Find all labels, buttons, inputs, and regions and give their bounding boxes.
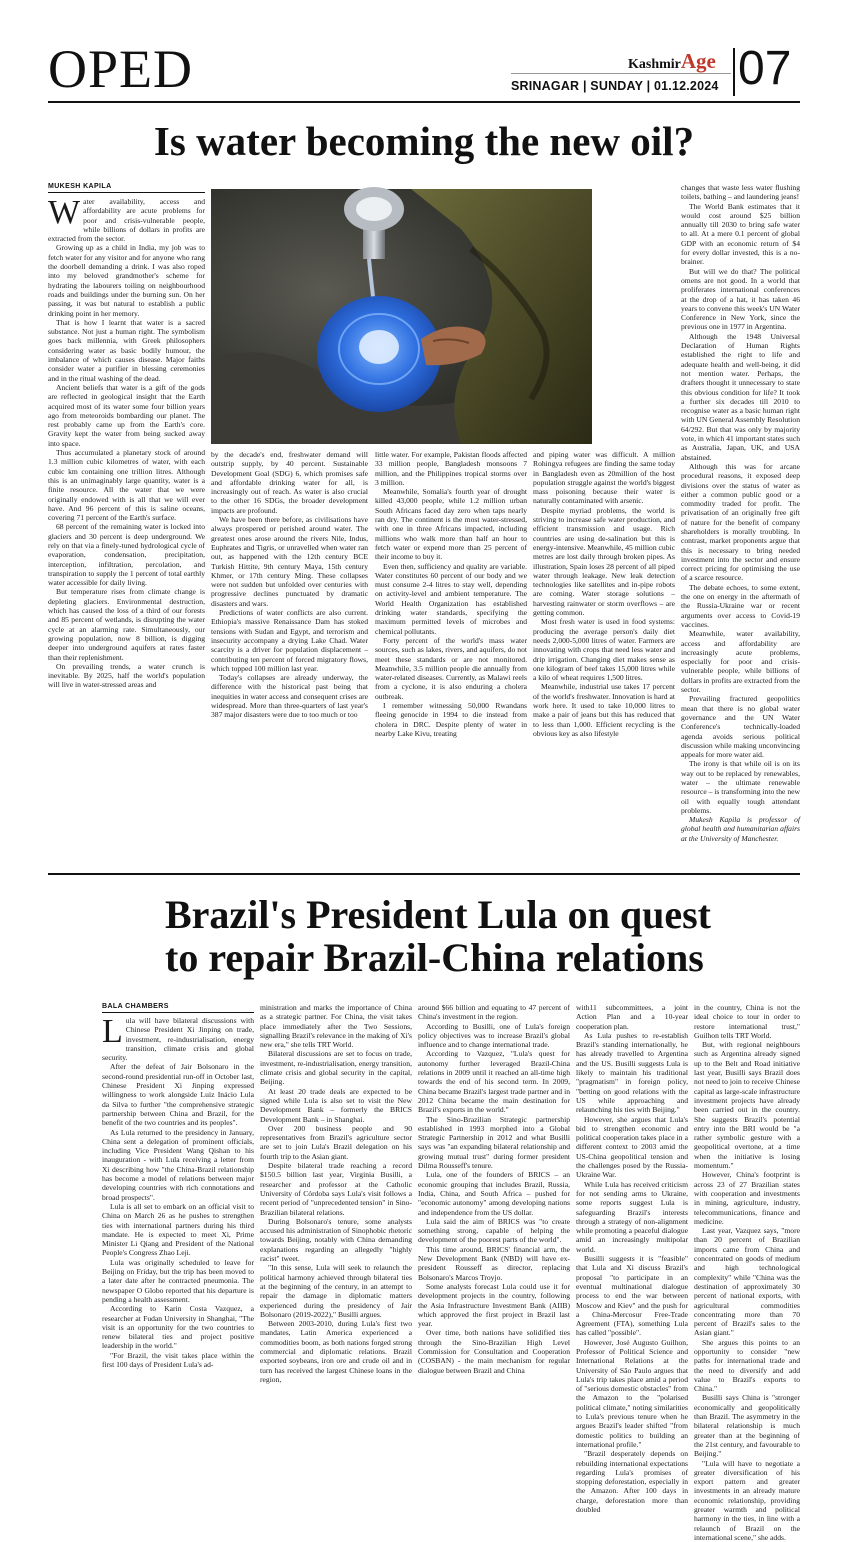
article2-col1: Lula will have bilateral discussions with Chinese President Xi Jinping on trade, investment, re-industrialisation, energy transition, climate crisis and global security. After the defeat of Jair Bolsonaro in the second-round presidential run-off in October last, Chinese President Xi Jinping expressed willingness to work alongside Luiz Inácio Lula da Silva to further "the comprehensive strategic partnership between China and Brazil, for the benefit of the two countries and its peoples". As Lula returned to the presidency in January, China sent a delegation of prominent officials, including Vice President Wang Qishan to his inauguration - with Lula receiving a letter from Xi describing how "the China-Brazil relationship has become a model of relations between major developing countries with rich connotations and broad prospects". Lula is all set to embark on an official visit to China on March 26 as he pushes to strengthen ties with international partners during his third mandate. He is expected to meet Xi, Prime Minister Li Qiang and President of the National People's Congress Zhao Leji. Lula was originally scheduled to leave for Beijing on Friday, but the trip has been moved to a later date after he contracted pneumonia. The newspaper O Globo reported that his departure is pending a health assessment. According to Karin Costa Vazquez, a researcher at Fudan University in Shanghai, "The visit is an opportunity for the two countries to renew bilateral ties and project positive leadership in the world." "For Brazil, the visit takes place within the first 100 days of President Lula's ad- — [102, 1013, 254, 1369]
photo-illustration — [211, 189, 592, 444]
masthead-rule — [48, 101, 800, 103]
page-number: 07 — [738, 42, 792, 95]
article-separator — [48, 873, 800, 875]
article2-byline: BALA CHAMBERS — [102, 1003, 169, 1010]
article1-col2: by the decade's end, freshwater demand will outstrip supply, by 40 percent. Sustainable Development Goal (SDG) 6, which promises safe and affordable drinking water for all, is increasingly out of reach. As water is also crucial to the other 16 SDGs, the broader development impacts are profound. We have been there before, as civilisations have always prospered or perished around water. The greatest ones arose around the rivers Nile, Indus, Euphrates and Tigris, or unravelled when water ran out, as happened with the 12th century BCE Turkish Hittite, 9th century Maya, 15th century Khmer, or 17th century Ming. These collapses were not sudden but unfolded over centuries with progressive declines punctuated by dramatic disasters and wars. Predictions of water conflicts are also current. Ethiopia's massive Renaissance Dam has stoked tensions with Sudan and Egypt, and terrorism and insecurity accompany a drying Lake Chad. Water scarcity is a driver for population displacement – contributing ten percent of forced migratory flows, which topped 100 million last year. Today's collapses are already underway, the difference with the historical past being that inequities in water access and consequent crises are widespread. More than three-quarters of last year's 387 major disasters were due to too much or too — [211, 450, 368, 720]
dateline: SRINAGAR | SUNDAY | 01.12.2024 — [511, 79, 719, 93]
drop-cap: L — [102, 1013, 123, 1050]
article1-col3: little water. For example, Pakistan floods affected 33 million people, Bangladesh monsoons 7 million, and the Philippines tropical storms over 3 million. Meanwhile, Somalia's fourth year of drought killed 43,000 people, while 1.2 million urban South Africans faced day zero when taps nearly ran dry. The continent is the most water-stressed, with one in three Africans impacted, including millions who walk more than half an hour to fetch water or expend more than 25 percent of their income to buy it. Even then, sufficiency and quality are variable. Water constitutes 60 percent of our body and we must consume 2-4 litres to stay well, depending on activity-level and ambient temperature. The World Health Organization has established drinking water standards, specifying the maximum permitted levels of microbes and chemical pollutants. Forty percent of the world's mass water sources, such as lakes, rivers, and aquifers, do not meet these standards or are not monitored. Meanwhile, 3.5 million people die annually from water-related diseases. Currently, as Malawi reels from a cyclone, it is also enduring a cholera outbreak. I remember witnessing 50,000 Rwandans fleeing genocide in 1994 to die instead from cholera in DRC. Despite plenty of water in nearby Lake Kivu, treating — [375, 450, 527, 738]
article1-headline: Is water becoming the new oil? — [153, 118, 695, 164]
article2-col3: around $66 billion and equating to 47 percent of China's investment in the region. According to Busilli, one of Lula's foreign policy objectives was to increase Brazil's global influence and to change international trade. According to Vazquez, "Lula's quest for autonomy further leveraged Brazil-China relations in 2009 until it reached an all-time high towards the end of his second term. In 2009, China became Brazil's largest trade partner and in 2012 China became the main destination for Brazil's exports in the world." The Sino-Brazilian Strategic partnership established in 1993 morphed into a Global Strategic Partnership in 2012 and what Busilli says was "an expanding bilateral relationship and growing mutual trust" during former president Dilma Rousseff's tenure. Lula, one of the founders of BRICS – an economic grouping that includes Brazil, Russia, India, China, and South Africa – pushed for "economic autonomy" among developing nations and independence from the US dollar. Lula said the aim of BRICS was "to create something strong, capable of helping the development of the poorest parts of the world". This time around, BRICS' financial arm, the New Development Bank (NBD) will have ex-president Rousseff as director, replacing Bolsonaro's Marcos Troyjo. Some analysts forecast Lula could use it for development projects in the country, following the Asia Infrastructure Investment Bank (AIIB) which approved the first project in Brazil last year. Over time, both nations have solidified ties through the Sino-Brazilian High Level Commission for Consultation and Cooperation (COSBAN) - the main mechanism for regular dialogue between Brazil and China — [418, 1003, 570, 1375]
article1-byline: MUKESH KAPILA — [48, 183, 112, 190]
article2-headline: Brazil's President Lula on quest to repair Brazil-China relations — [165, 892, 711, 981]
article1-col5: changes that waste less water flushing toilets, bathing – and laundering jeans! The World Bank estimates that it would cost around $25 billion annually till 2030 to bring safe water to all. At a mere 0.1 percent of global GDP with an economic return of $4 for every dollar invested, this is a no-brainer. But will we do that? The political omens are not good. In a world that proliferates international conferences at the drop of a hat, it has taken 46 years to convene this week's UN Water Conference in New York, since the previous one in 1977 in Argentina. Although the 1948 Universal Declaration of Human Rights established the right to life and adequate health and well-being, it did not mention water. Perhaps, the drafters thought it unnecessary to state this obvious condition for life? It took a further six decades till 2010 to recognise water as a basic human right with UN General Assembly Resolution 64/292. But that was only by majority vote, in which 41 important states such as Australia, Japan, UK, and USA abstained. Although this was for arcane procedural reasons, it exposed deep divisions over the status of water as either a common public good or a commodity traded for profit. The privatisation of an originally free gift of nature for the benefit of company shareholders is morally troubling. In contrast, market proponents argue that this is necessary to bring needed investment into the sector and ensure correct pricing for optimising the use of a scarce resource. The debate echoes, to some extent, the one on energy in the aftermath of the Russia-Ukraine war or recent arguments over access to Covid-19 vaccines. Meanwhile, water availability, access and affordability are increasingly acute problems, especially for poor and crisis-vulnerable people, while billions of dollars in profits are extracted from the sector. Prevailing fractured geopolitics mean that there is no global water governance and the UN Water Conference's technically-loaded agenda avoids serious political discussion while making unconvincing appeals for more water aid. The irony is that while oil is on its way out to be replaced by renewables, water – the ultimate renewable resource – is transforming into the new oil with equally tough attendant problems. Mukesh Kapila is professor of global health and humanitarian affairs at the University of Manchester. — [681, 183, 800, 843]
newspaper-logo — [628, 49, 716, 74]
water-pipe-photo — [211, 189, 592, 444]
brand-rule — [511, 73, 731, 74]
brand-kashmir: Kashmir — [628, 57, 681, 72]
article2-col2: ministration and marks the importance of China as a strategic partner. For China, the visit takes place immediately after the Two Sessions, signalling Brazil's relevance in the making of Xi's new era," she tells TRT World. Bilateral discussions are set to focus on trade, investment, re-industrialisation, energy transition, climate crisis and global security in the capital, Beijing. At least 20 trade deals are expected to be signed while Lula is also set to visit the New Development Bank – formerly the BRICS Development Bank – in Shanghai. Over 200 business people and 90 representatives from Brazil's agriculture sector are set to join Lula's Brazil delegation on his fourth trip to the Asian giant. Despite bilateral trade reaching a record $150.5 billion last year, Virginia Busilli, a researcher and professor at the Catholic University of Córdoba says Lula's visit follows a recent period of "unprecedented tension" in Sino-Brazilian bilateral relations. During Bolsonaro's tenure, some analysts accused his administration of Sinophobic rhetoric towards Beijing, notably with China demanding explanations regarding an allegedly "highly racist" tweet. "In this sense, Lula will seek to relaunch the political harmony achieved through bilateral ties at the beginning of the century, in an attempt to repair the damage in diplomatic matters experienced during the presidency of Jair Bolsonaro (2019-2022)," Busilli argues. Between 2003-2010, during Lula's first two mandates, Latin America experienced a commodities boom, as both nations forged strong commercial and diplomatic relations. Brazil exported soybeans, iron ore and crude oil and in turn has received the largest Chinese loans in the region, — [260, 1003, 412, 1384]
article2-col5: in the country, China is not the ideal choice to tour in order to restore international trust," Guilhon tells TRT World. But, with regional neighbours such as Argentina already signed up to the Belt and Road initiative last year, Busilli says Brazil does not need to join to receive Chinese capital as large-scale infrastructure investment projects have already been carried out in the country. She suggests Brazil's potential entry into the BRI would be "a rather symbolic gesture with a geopolitical overtone, at a time when the initiative is losing momentum." However, China's footprint is across 23 of 27 Brazilian states with cooperation and investments in mining, agriculture, industry, telecommunications, finance and medicine. Last year, Vazquez says, "more than 20 percent of Brazilian imports came from China and concentrated on goods of medium and high technological complexity" while "China was the destination of approximately 30 percent of national exports, with agricultural commodities concentrating more than 70 percent of Brazil's sales to the Asian giant." She argues this points to an opportunity to consider "new paths for international trade and the need to diversify and add value to Brazil's exports to China." Busilli says China is "stronger economically and geopolitically than Brazil. The asymmetry in the bilateral relationship is much greater than at the beginning of the 21st century, and favourable to Beijing." "Lula will have to negotiate a greater diversification of his export pattern and greater investments in an already mature economic relationship, providing greater warmth and political harmony in the ties, in line with a relaunch of Brazil on the international scene," she adds. — [694, 1003, 800, 1542]
drop-cap: W — [48, 194, 81, 231]
author-bio: Mukesh Kapila is professor of global health and humanitarian affairs at the University of Manchester. — [681, 815, 800, 843]
article1-col4: and piping water was difficult. A million Rohingya refugees are finding the same today in Bangladesh even as 20million of the host population struggle against the world's biggest mass poisoning because their water is naturally contaminated with arsenic. Despite myriad problems, the world is striving to increase safe water production, and efficient transmission and usage. Rich countries are using de-salination but this is energy-intensive. Meanwhile, 45 million cubic metres are lost daily through broken pipes. As illustration, Spain loses 28 percent of all piped water through leakage. New leak detection technologies like satellites and in-pipe robots are coming. Water storage solutions – harvesting rainwater or storm overflows – are getting common. Most fresh water is used in food systems: producing the average person's daily diet needs 2,000-5,000 litres of water. Farmers are innovating with crops that need less water and drip irrigation. Changing diet makes sense as one kilogram of beef takes 15,000 litres while a kilo of wheat requires 1,500 litres. Meanwhile, industrial use takes 17 percent of the world's freshwater. Innovation is hard at work here. It used to take 10,000 litres to make a pair of jeans but this has reduced that to less than 1,000. Efficient recycling is the obvious key as also lifestyle — [533, 450, 675, 738]
byline-rule — [48, 192, 205, 193]
section-title: OPED — [48, 39, 194, 99]
page-number-divider — [733, 48, 735, 96]
article2-col4: with11 subcommittees, a joint Action Plan and a 10-year cooperation plan. As Lula pushes to re-establish Brazil's standing internationally, he has already travelled to Argentina and the US. Busilli suggests Lula is likely to maintain his traditional "pragmatism" in foreign policy, "betting on good relations with the US while approaching and relaunching his ties with Beijing." However, she argues that Lula's bid to strengthen economic and political cooperation takes place in a different context to 2003 amid the US-China geopolitical tension and the challenges posed by the Russia-Ukraine War. While Lula has received criticism for not sending arms to Ukraine, some reports suggest Lula is safeguarding Brazil's interests through a strategy of non-alignment while promoting a peaceful dialogue amid an increasingly multipolar world. Busilli suggests it is "feasible" that Lula and Xi discuss Brazil's proposal "to participate in an eventual multinational dialogue process to end the war between Moscow and Kiev" and the push for a China-Mercosur Free-Trade Agreement (FTA), something Lula has called "possible". However, José Augusto Guilhon, Professor of Political Science and International Relations at the University of São Paulo argues that Lula's trip takes place amid a period of "serious domestic obstacles" from the Amazon to the "polarised political climate," noting similarities to Lula's previous tenure when he argues Brazil's leader shifted "from domestic politics to building an international profile." "Brazil desperately depends on rebuilding international expectations regarding Lula's promises of stopping deforestation, especially in the Amazon. After 100 days in charge, deforestation more than doubled — [576, 1003, 688, 1515]
article1-col1: Water availability, access and affordability are acute problems for poor and crisis-vulnerable people, while billions of dollars in profits are extracted from the sector. Growing up as a child in India, my job was to fetch water for any visitor and for anyone who rang the doorbell demanding a drink. I was also roped into my beloved grandmother's scheme for hydrating the labourers toiling on neighbourhood roads and buildings under the burning sun. On her passing, it was but natural to establish a public drinking point in her memory. That is how I learnt that water is a sacred substance. Not just a human right. The symbolism goes back millennia, with Greek philosophers considering water as basic bodily humour, the imbalance of which causes disease. Major faiths consider water a purifier in blessing ceremonies and in the ritual washing of the dead. Ancient beliefs that water is a gift of the gods are reflected in geological insight that the Earth acquired most of its water some four billion years ago from meteoroids bombarding our planet. The rest probably came up from the Earth's core. Gravity kept the water from being sucked away into space. Thus accumulated a planetary stock of around 1.3 million cubic kilometres of water, with each cubic km containing one trillion litres. Although this is an unimaginably large quantity, water is a finite resource. All the water that we were originally endowed with is all that we will ever have. And 96 percent of this is saline oceans, covering 71 percent of the Earth's surface. 68 percent of the remaining water is locked into glaciers and 30 percent is deep underground. We rely on that via a finely-tuned hydrological cycle of evaporation, condensation, precipitation, interception, infiltration, percolation, and transpiration to supply the 1 percent of total earthly water accessible for daily living. But temperature rises from climate change is depleting glaciers. Environmental destruction, which has caused the loss of a third of our forests and 85 percent of wetlands, is disrupting the water cycle at an alarming rate. Simultaneously, our growing population, now 8 billion, is digging deeper into underground aquifers at rates faster than their replenishment. On prevailing trends, a water crunch is inevitable. By 2025, half the world's population will live in water-stressed areas and — [48, 194, 205, 690]
byline-rule — [102, 1012, 254, 1013]
brand-age: Age — [680, 49, 716, 73]
